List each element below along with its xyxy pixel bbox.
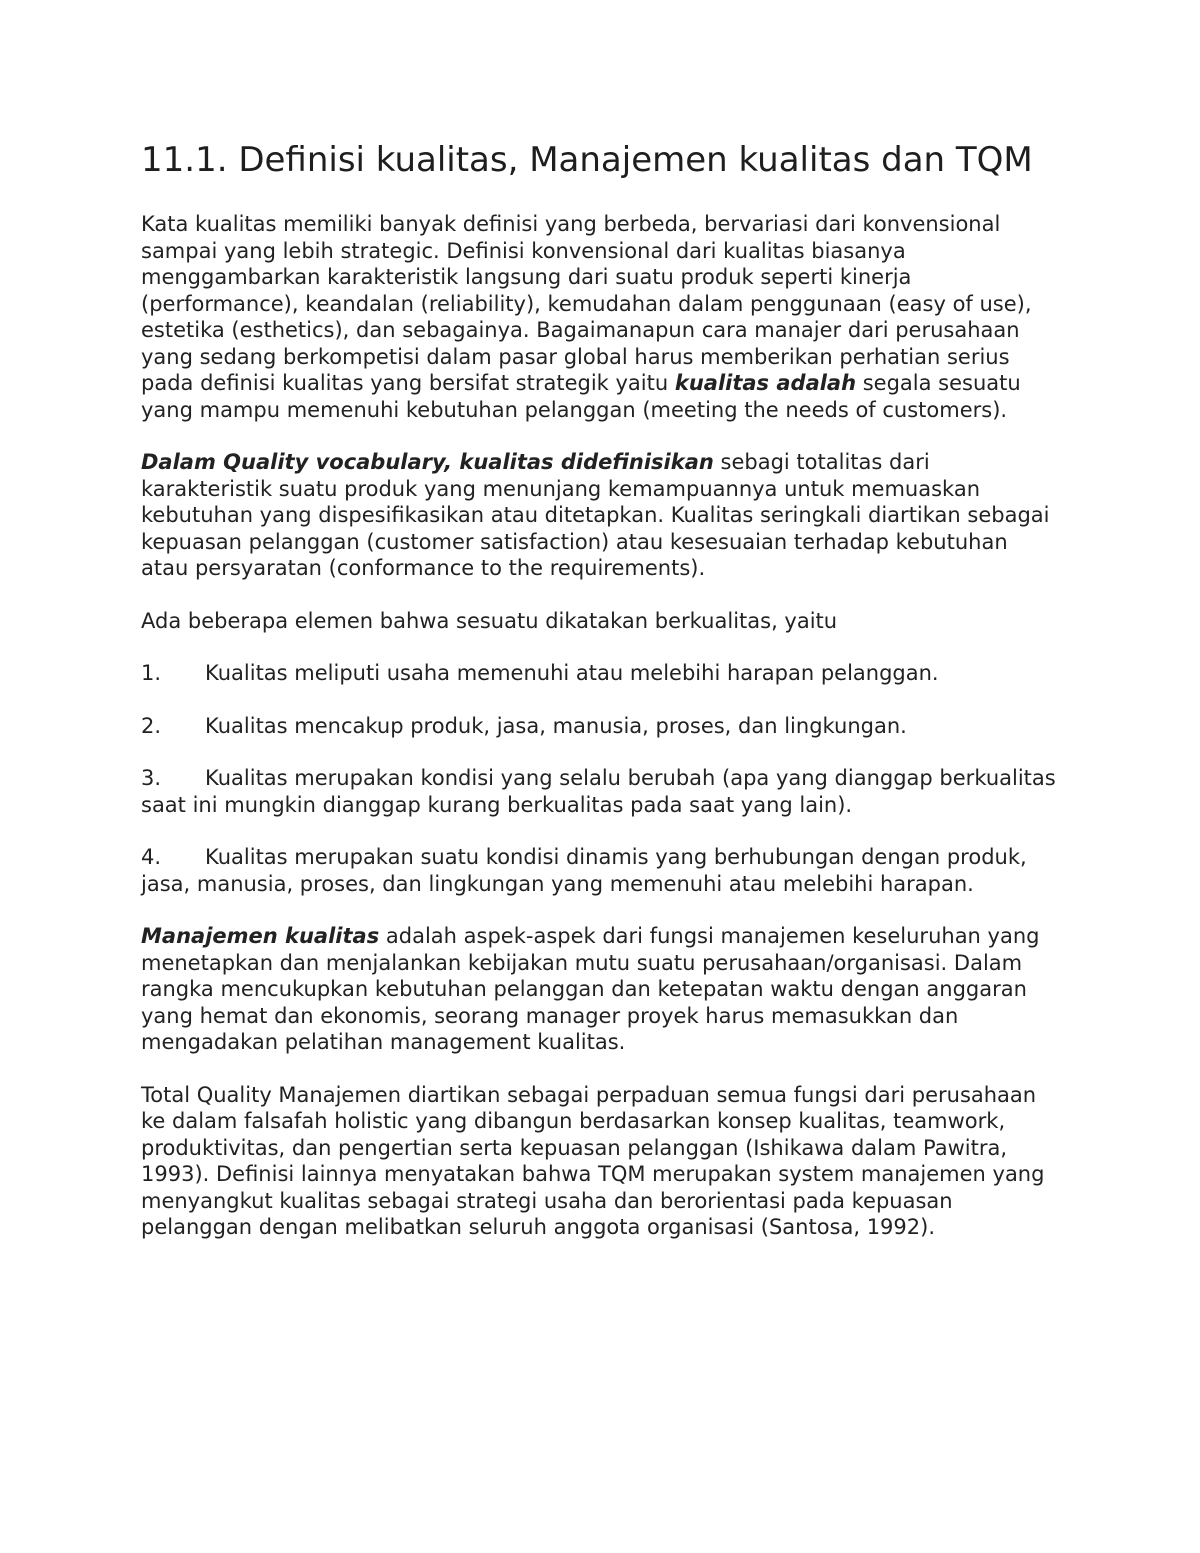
document-page xyxy=(141,140,1061,1267)
list-text: Kualitas meliputi usaha memenuhi atau melebihi harapan pelanggan. xyxy=(205,661,939,685)
paragraph-text: adalah aspek-aspek dari fungsi manajemen keseluruhan yang menetapkan dan menjalankan kebijakan mutu suatu perusahaan/organisasi. Dalam rangka mencukupkan kebutuhan pelanggan dan ketepatan waktu dengan anggaran yang hemat dan ekonomis, seorang manager proyek harus memasukkan dan mengadakan pelatihan management kualitas. xyxy=(141,924,1040,1054)
list-item xyxy=(141,660,1061,687)
paragraph-tqm: Total Quality Manajemen diartikan sebagai perpaduan semua fungsi dari perusahaan ke dalam falsafah holistic yang dibangun berdasarkan konsep kualitas, teamwork, produktivitas, dan pengertian serta kepuasan pelanggan (Ishikawa dalam Pawitra, 1993). Definisi lainnya menyatakan bahwa TQM merupakan system manajemen yang menyangkut kualitas sebagai strategi usaha dan berorientasi pada kepuasan pelanggan dengan melibatkan seluruh anggota organisasi (Santosa, 1992). xyxy=(141,1082,1045,1239)
paragraph-definition xyxy=(141,211,1061,423)
paragraph-text: Kata kualitas memiliki banyak definisi yang berbeda, bervariasi dari konvensional sampai yang lebih strategic. Definisi konvensional dari kualitas biasanya menggambarkan karakteristik langsung dari suatu produk seperti kinerja (performance), keandalan (reliability), kemudahan dalam penggunaan (easy of use), estetika (esthetics), dan sebagainya. Bagaimanapun cara manajer dari perusahaan yang sedang berkompetisi dalam pasar global harus memberikan perhatian serius pada definisi kualitas yang bersifat strategik yaitu xyxy=(141,212,1032,395)
paragraph-text: segala sesuatu yang mampu memenuhi kebutuhan pelanggan (meeting the needs of customers). xyxy=(141,371,1021,422)
emphasis-text: kualitas adalah xyxy=(674,371,857,395)
section-title: 11.1. Definisi kualitas, Manajemen kualitas dan TQM xyxy=(141,140,1033,180)
list-text: Kualitas mencakup produk, jasa, manusia, proses, dan lingkungan. xyxy=(205,713,907,738)
paragraph-quality-management xyxy=(141,923,1061,1056)
list-number: 2. xyxy=(141,713,162,738)
paragraph-text: sebagi totalitas dari karakteristik suatu produk yang menunjang kemampuannya untuk memuaskan kebutuhan yang dispesifikasikan atau ditetapkan. Kualitas seringkali diartikan sebagai kepuasan pelanggan (customer satisfaction) atau kesesuaian terhadap kebutuhan atau persyaratan (conformance to the requirements). xyxy=(141,450,1050,580)
emphasis-text: Dalam Quality vocabulary, kualitas didefinisikan xyxy=(141,450,714,474)
list-item xyxy=(141,765,1061,818)
emphasis-text: Manajemen kualitas xyxy=(141,924,380,948)
list-item xyxy=(141,713,1061,740)
paragraph-elements-intro: Ada beberapa elemen bahwa sesuatu dikatakan berkualitas, yaitu xyxy=(141,608,838,633)
list-number: 4. xyxy=(141,845,162,869)
list-number: 3. xyxy=(141,766,162,790)
paragraph-quality-vocabulary xyxy=(141,449,1061,582)
list-item xyxy=(141,844,1061,897)
list-text: Kualitas merupakan suatu kondisi dinamis yang berhubungan dengan produk, jasa, manusia, proses, dan lingkungan yang memenuhi atau melebihi harapan. xyxy=(141,845,1027,896)
list-number: 1. xyxy=(141,661,162,685)
list-text: Kualitas merupakan kondisi yang selalu berubah (apa yang dianggap berkualitas saat ini mungkin dianggap kurang berkualitas pada saat yang lain). xyxy=(141,766,1056,817)
